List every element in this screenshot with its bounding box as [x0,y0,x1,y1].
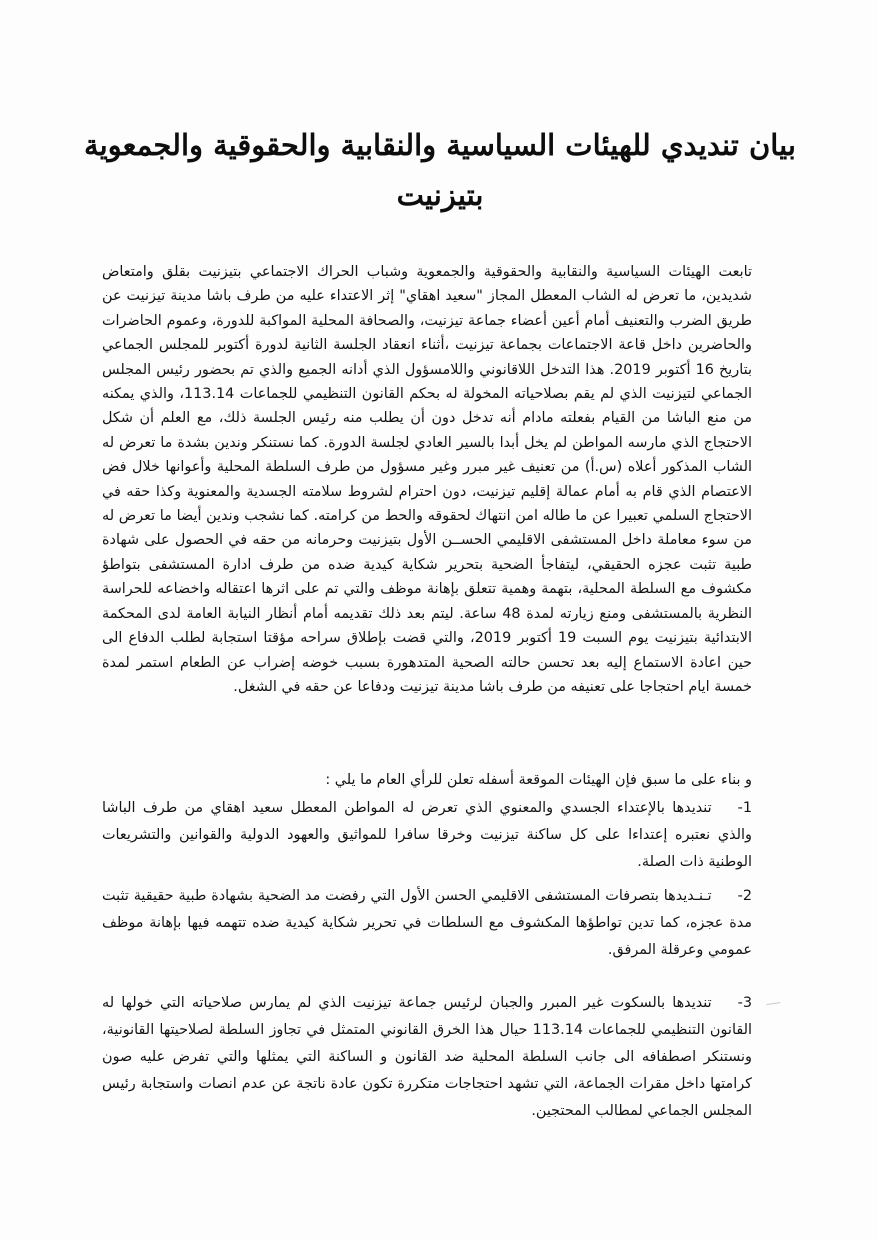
document-title [80,120,800,220]
item-text: تـنـديدها بتصرفات المستشفى الاقليمي الحسن الأول التي رفضت مد الضحية بشهادة طبية حقيقية تثبت مدة عجزه، كما تدين تواطؤها المكشوف مع السلطات في تحرير شكاية كيدية ضده تتهمه فيها بإهانة موظف عمومي وعرقلة المرفق. [102,888,752,958]
declaration-item-2 [102,883,752,964]
title-line-2: بتيزنيت [396,178,484,212]
declaration-item-3 [102,990,752,1125]
item-number: 2- [737,888,752,904]
declaration-intro: و بناء على ما سبق فإن الهيئات الموقعة أسفله تعلن للرأي العام ما يلي : [325,772,752,788]
item-number: 3- [737,995,752,1011]
scan-artifact [766,1002,781,1015]
declaration-item-1 [102,795,752,876]
item-text: تنديدها بالإعتداء الجسدي والمعنوي الذي تعرض له المواطن المعطل سعيد اهقاي من طرف الباشا والذي نعتبره إعتداءا على كل ساكنة تيزنيت وخرقا سافرا للمواثيق والعهود الدولية والقوانين والتشريعات الوطنية ذات الصلة. [102,800,752,870]
main-paragraph: تابعت الهيئات السياسية والنقابية والحقوقية والجمعوية وشباب الحراك الاجتماعي بتيزنيت بقلق وامتعاض شديدين، ما تعرض له الشاب المعطل المجاز "سعيد اهقاي" إثر الاعتداء عليه من طرف باشا مدينة تيزنيت عن طريق الضرب والتعنيف أمام أعين أعضاء جماعة تيزنيت، والصحافة المحلية المواكبة للدورة، وعموم الحاضرات والحاضرين داخل قاعة الاجتماعات بجماعة تيزنيت ،أثناء انعقاد الجلسة الثانية لدورة أكتوبر للمجلس الجماعي بتاريخ 16 أكتوبر 2019. هذا التدخل اللاقانوني واللامسؤول الذي أدانه الجميع والذي تم بحضور رئيس المجلس الجماعي لتيزنيت الذي لم يقم بصلاحياته المخولة له بحكم القانون التنظيمي للجماعات 113.14، والذي يمكنه من منع الباشا من القيام بفعلته مادام أنه تدخل دون أن يطلب منه رئيس الجلسة ذلك، مع العلم أن شكل الاحتجاج الذي مارسه المواطن لم يخل أبدا بالسير العادي لجلسة الدورة. كما نستنكر وندين بشدة ما تعرض له الشاب المذكور أعلاه (س.أ) من تعنيف غير مبرر وغير مسؤول من طرف السلطة المحلية وأعوانها خلال فض الاعتصام الذي قام به أمام عمالة إقليم تيزنيت، دون احترام لشروط سلامته الجسدية والمعنوية وكذا حقه في الاحتجاج السلمي تعبيرا عن ما طاله امن انتهاك لحقوقه والحط من كرامته. كما نشجب وندين أيضا ما تعرض له من سوء معاملة داخل المستشفى الاقليمي الحســن الأول بتيزنيت وحرمانه من حقه في الحصول على شهادة طبية تثبت عجزه الحقيقي، ليتفاجأ الضحية بتحرير شكاية كيدية ضده من طرف ادارة المستشفى بتواطؤ مكشوف مع السلطة المحلية، بتهمة وهمية تتعلق بإهانة موظف والتي تم على اثرها اعتقاله واخضاعه للحراسة النظرية بالمستشفى ومنع زيارته لمدة 48 ساعة. ليتم بعد ذلك تقديمه أمام أنظار النيابة العامة لدى المحكمة الابتدائية بتيزنيت يوم السبت 19 أكتوبر 2019، والتي قضت بإطلاق سراحه مؤقتا استجابة لطلب الدفاع الى حين اعادة الاستماع إليه بعد تحسن حالته الصحية المتدهورة بسبب خوضه إضراب عن الطعام استمر لمدة خمسة ايام احتجاجا على تعنيفه من طرف باشا مدينة تيزنيت ودفاعا عن حقه في الشغل. [102,264,753,695]
item-number: 1- [737,800,752,816]
item-text: تنديدها بالسكوت غير المبرر والجبان لرئيس جماعة تيزنيت الذي لم يمارس صلاحياته التي خولها له القانون التنظيمي للجماعات 113.14 حيال هذا الخرق القانوني المتمثل في تجاوز السلطة لصلاحيتها القانونية، ونستنكر اصطفافه الى جانب السلطة المحلية ضد القانون و الساكنة التي يمثلها والتي تفرض عليه صون كرامتها داخل مقرات الجماعة، التي تشهد احتجاجات متكررة تكون عادة ناتجة عن عدم انصات واستجابة رئيس المجلس الجماعي لمطالب المحتجين. [102,995,752,1119]
title-line-1: بيان تنديدي للهيئات السياسية والنقابية والحقوقية والجمعوية [84,128,796,162]
